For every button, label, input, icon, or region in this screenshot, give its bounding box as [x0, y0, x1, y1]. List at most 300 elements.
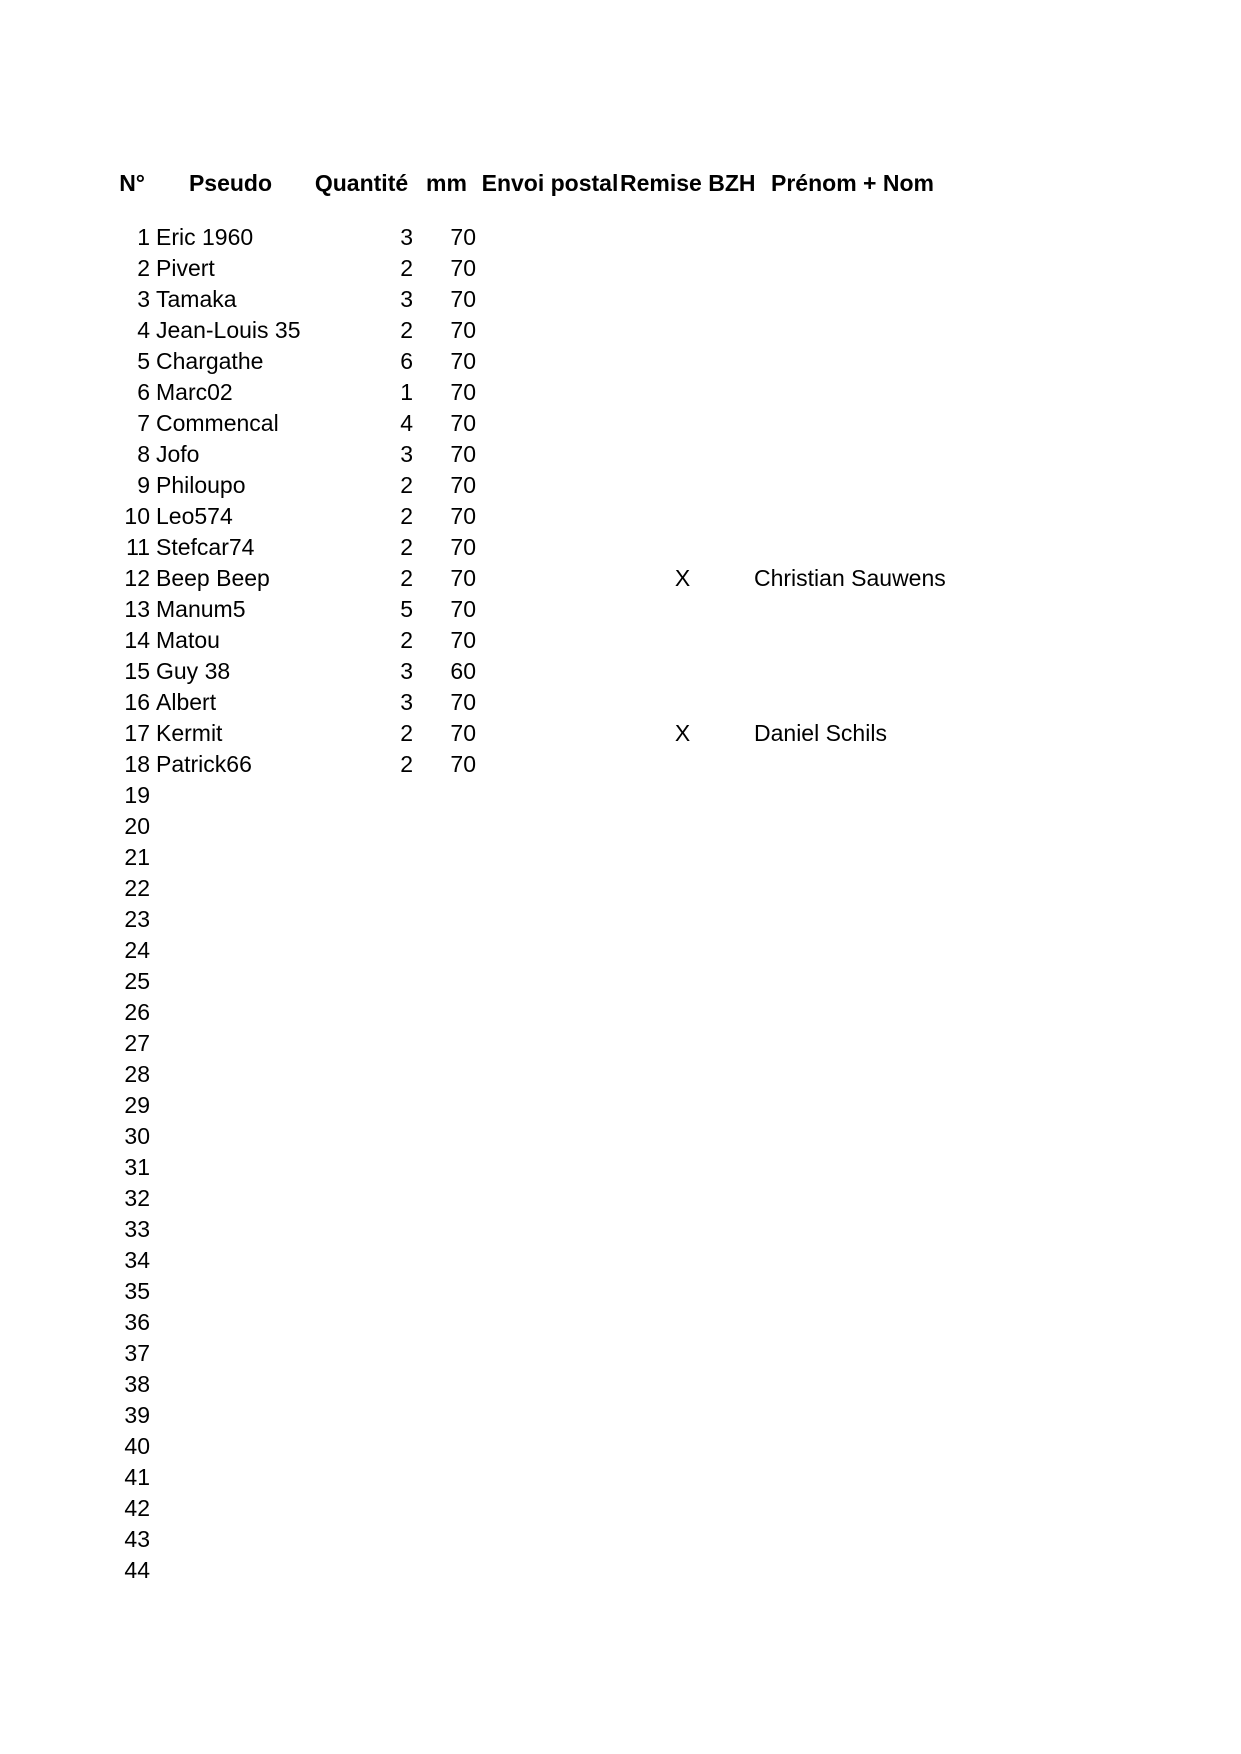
header-no: N° [119, 170, 145, 196]
cell-remise-bzh [620, 1493, 745, 1524]
cell-remise-bzh [620, 842, 745, 873]
cell-mm [413, 1400, 480, 1431]
cell-no: 25 [124, 968, 150, 994]
cell-envoi-postal [480, 780, 620, 811]
cell-no: 12 [124, 565, 150, 591]
cell-quantite [310, 873, 413, 904]
cell-quantite [310, 1307, 413, 1338]
cell-quantite [310, 1090, 413, 1121]
cell-prenom-nom [745, 904, 960, 935]
cell-quantite [310, 842, 413, 873]
cell-envoi-postal [480, 718, 620, 749]
table-row [0, 997, 960, 1028]
cell-prenom-nom [745, 1524, 960, 1555]
cell-quantite [310, 1555, 413, 1586]
cell-quantite: 2 [400, 255, 413, 281]
table-row [0, 315, 960, 346]
table-row [0, 1400, 960, 1431]
cell-quantite: 6 [400, 348, 413, 374]
cell-no: 4 [137, 317, 150, 343]
cell-remise-bzh [620, 470, 745, 501]
cell-no: 3 [137, 286, 150, 312]
cell-prenom-nom [745, 997, 960, 1028]
cell-no: 5 [137, 348, 150, 374]
cell-mm: 70 [450, 379, 476, 405]
table-row [0, 1245, 960, 1276]
cell-prenom-nom [745, 1338, 960, 1369]
cell-pseudo [151, 935, 310, 966]
cell-quantite [310, 904, 413, 935]
cell-mm: 70 [450, 410, 476, 436]
cell-prenom-nom [745, 284, 960, 315]
cell-no: 2 [137, 255, 150, 281]
cell-pseudo: Manum5 [156, 596, 246, 622]
table-row [0, 470, 960, 501]
cell-quantite [310, 1121, 413, 1152]
cell-quantite: 3 [400, 286, 413, 312]
cell-quantite: 2 [400, 720, 413, 746]
cell-envoi-postal [480, 501, 620, 532]
cell-mm [413, 966, 480, 997]
cell-mm: 70 [450, 720, 476, 746]
table-row [0, 1524, 960, 1555]
cell-quantite [310, 966, 413, 997]
table-row [0, 935, 960, 966]
cell-pseudo [151, 1555, 310, 1586]
cell-pseudo [151, 1338, 310, 1369]
cell-no: 40 [124, 1433, 150, 1459]
cell-pseudo [151, 1276, 310, 1307]
cell-quantite [310, 1400, 413, 1431]
cell-pseudo: Jean-Louis 35 [156, 317, 301, 343]
cell-quantite: 2 [400, 503, 413, 529]
cell-envoi-postal [480, 1555, 620, 1586]
cell-mm [413, 811, 480, 842]
cell-no: 27 [124, 1030, 150, 1056]
header-prenom-nom: Prénom + Nom [771, 170, 934, 196]
table-row [0, 1152, 960, 1183]
cell-remise-bzh [620, 1462, 745, 1493]
cell-remise-bzh [620, 594, 745, 625]
cell-quantite [310, 1431, 413, 1462]
cell-mm [413, 1307, 480, 1338]
table-row [0, 222, 960, 253]
cell-pseudo: Pivert [156, 255, 215, 281]
cell-mm: 70 [450, 441, 476, 467]
cell-mm: 70 [450, 627, 476, 653]
table-row [0, 1059, 960, 1090]
header-mm: mm [426, 170, 467, 196]
cell-envoi-postal [480, 470, 620, 501]
cell-remise-bzh [620, 966, 745, 997]
table-row [0, 966, 960, 997]
cell-mm [413, 873, 480, 904]
cell-envoi-postal [480, 377, 620, 408]
cell-quantite [310, 1276, 413, 1307]
cell-remise-bzh [620, 501, 745, 532]
cell-quantite [310, 1338, 413, 1369]
cell-remise-bzh [620, 935, 745, 966]
table-row [0, 1493, 960, 1524]
cell-quantite: 3 [400, 658, 413, 684]
cell-prenom-nom [745, 501, 960, 532]
cell-prenom-nom [745, 1431, 960, 1462]
cell-no: 14 [124, 627, 150, 653]
table-row [0, 1276, 960, 1307]
cell-no: 36 [124, 1309, 150, 1335]
cell-quantite [310, 780, 413, 811]
cell-envoi-postal [480, 1183, 620, 1214]
cell-prenom-nom [745, 1245, 960, 1276]
table-row [0, 780, 960, 811]
cell-mm [413, 1028, 480, 1059]
cell-remise-bzh [620, 222, 745, 253]
cell-envoi-postal [480, 1431, 620, 1462]
cell-envoi-postal [480, 408, 620, 439]
cell-no: 37 [124, 1340, 150, 1366]
cell-pseudo [151, 904, 310, 935]
table-row [0, 1183, 960, 1214]
table-row [0, 532, 960, 563]
cell-pseudo [151, 1028, 310, 1059]
cell-envoi-postal [480, 439, 620, 470]
cell-pseudo [151, 1090, 310, 1121]
cell-quantite [310, 1152, 413, 1183]
cell-mm [413, 1245, 480, 1276]
cell-mm: 70 [450, 689, 476, 715]
cell-remise-bzh [620, 377, 745, 408]
cell-pseudo [151, 1431, 310, 1462]
cell-remise-bzh: X [674, 720, 691, 746]
cell-pseudo [151, 1245, 310, 1276]
table-row [0, 1431, 960, 1462]
cell-prenom-nom [745, 811, 960, 842]
cell-envoi-postal [480, 1090, 620, 1121]
cell-envoi-postal [480, 1121, 620, 1152]
cell-remise-bzh [620, 656, 745, 687]
cell-remise-bzh [620, 873, 745, 904]
cell-remise-bzh [620, 1400, 745, 1431]
cell-pseudo [151, 1214, 310, 1245]
cell-remise-bzh [620, 687, 745, 718]
cell-no: 8 [137, 441, 150, 467]
cell-quantite: 3 [400, 689, 413, 715]
table-row [0, 439, 960, 470]
cell-envoi-postal [480, 1400, 620, 1431]
cell-envoi-postal [480, 315, 620, 346]
cell-mm: 70 [450, 224, 476, 250]
cell-pseudo [151, 1152, 310, 1183]
cell-envoi-postal [480, 1059, 620, 1090]
cell-prenom-nom [745, 408, 960, 439]
table-row [0, 1307, 960, 1338]
table-row [0, 749, 960, 780]
cell-prenom-nom [745, 470, 960, 501]
table-row [0, 656, 960, 687]
cell-pseudo [151, 811, 310, 842]
cell-remise-bzh [620, 439, 745, 470]
cell-pseudo: Eric 1960 [156, 224, 254, 250]
cell-prenom-nom [745, 1555, 960, 1586]
cell-mm [413, 1214, 480, 1245]
cell-quantite [310, 1214, 413, 1245]
cell-envoi-postal [480, 532, 620, 563]
cell-quantite: 4 [400, 410, 413, 436]
cell-mm [413, 997, 480, 1028]
cell-envoi-postal [480, 1028, 620, 1059]
table-row [0, 346, 960, 377]
cell-pseudo [151, 1369, 310, 1400]
cell-mm: 70 [450, 472, 476, 498]
cell-envoi-postal [480, 656, 620, 687]
cell-envoi-postal [480, 1338, 620, 1369]
cell-remise-bzh [620, 1431, 745, 1462]
cell-envoi-postal [480, 1152, 620, 1183]
cell-quantite [310, 1462, 413, 1493]
cell-pseudo [151, 1400, 310, 1431]
cell-envoi-postal [480, 811, 620, 842]
cell-quantite: 3 [400, 441, 413, 467]
cell-pseudo: Philoupo [156, 472, 246, 498]
cell-pseudo: Commencal [156, 410, 279, 436]
cell-remise-bzh [620, 532, 745, 563]
cell-prenom-nom [745, 935, 960, 966]
cell-no: 44 [124, 1557, 150, 1583]
cell-no: 16 [124, 689, 150, 715]
cell-pseudo [151, 1121, 310, 1152]
cell-envoi-postal [480, 749, 620, 780]
cell-pseudo [151, 780, 310, 811]
table-row [0, 842, 960, 873]
cell-mm [413, 1431, 480, 1462]
cell-mm: 70 [450, 596, 476, 622]
cell-remise-bzh: X [674, 565, 691, 591]
cell-envoi-postal [480, 1493, 620, 1524]
cell-no: 22 [124, 875, 150, 901]
cell-prenom-nom [745, 346, 960, 377]
cell-mm: 70 [450, 565, 476, 591]
cell-quantite [310, 1028, 413, 1059]
cell-mm [413, 842, 480, 873]
cell-remise-bzh [620, 1307, 745, 1338]
cell-remise-bzh [620, 780, 745, 811]
cell-remise-bzh [620, 1028, 745, 1059]
cell-mm: 70 [450, 255, 476, 281]
cell-quantite: 2 [400, 472, 413, 498]
header-remise-bzh: Remise BZH [620, 170, 756, 196]
cell-remise-bzh [620, 1555, 745, 1586]
cell-mm [413, 1090, 480, 1121]
cell-mm [413, 1121, 480, 1152]
cell-prenom-nom [745, 780, 960, 811]
cell-no: 1 [137, 224, 150, 250]
cell-no: 34 [124, 1247, 150, 1273]
cell-mm [413, 1462, 480, 1493]
cell-envoi-postal [480, 1276, 620, 1307]
table-row [0, 253, 960, 284]
cell-no: 9 [137, 472, 150, 498]
cell-mm [413, 1369, 480, 1400]
cell-pseudo: Tamaka [156, 286, 237, 312]
cell-envoi-postal [480, 966, 620, 997]
cell-prenom-nom [745, 625, 960, 656]
cell-no: 31 [124, 1154, 150, 1180]
cell-prenom-nom [745, 1276, 960, 1307]
cell-no: 29 [124, 1092, 150, 1118]
cell-pseudo [151, 1493, 310, 1524]
cell-quantite [310, 1183, 413, 1214]
cell-envoi-postal [480, 904, 620, 935]
cell-prenom-nom: Christian Sauwens [754, 565, 946, 591]
cell-prenom-nom [745, 594, 960, 625]
cell-mm: 70 [450, 317, 476, 343]
cell-no: 42 [124, 1495, 150, 1521]
cell-remise-bzh [620, 1152, 745, 1183]
cell-remise-bzh [620, 1059, 745, 1090]
table-header-row [0, 168, 960, 199]
cell-no: 18 [124, 751, 150, 777]
cell-remise-bzh [620, 625, 745, 656]
table-row [0, 284, 960, 315]
table-row [0, 718, 960, 749]
cell-pseudo [151, 1059, 310, 1090]
cell-prenom-nom [745, 1493, 960, 1524]
cell-quantite [310, 997, 413, 1028]
cell-remise-bzh [620, 1524, 745, 1555]
cell-remise-bzh [620, 811, 745, 842]
cell-no: 33 [124, 1216, 150, 1242]
table-row [0, 904, 960, 935]
cell-envoi-postal [480, 222, 620, 253]
cell-remise-bzh [620, 408, 745, 439]
cell-no: 39 [124, 1402, 150, 1428]
cell-prenom-nom [745, 1307, 960, 1338]
cell-no: 6 [137, 379, 150, 405]
cell-pseudo [151, 1307, 310, 1338]
cell-prenom-nom [745, 1121, 960, 1152]
cell-remise-bzh [620, 1214, 745, 1245]
cell-no: 43 [124, 1526, 150, 1552]
table-row [0, 1462, 960, 1493]
cell-mm: 70 [450, 534, 476, 560]
cell-no: 11 [126, 534, 150, 560]
cell-prenom-nom [745, 1152, 960, 1183]
cell-remise-bzh [620, 1121, 745, 1152]
cell-quantite [310, 1245, 413, 1276]
table-row [0, 1338, 960, 1369]
cell-envoi-postal [480, 1524, 620, 1555]
table-row [0, 687, 960, 718]
cell-prenom-nom [745, 1400, 960, 1431]
header-quantite: Quantité [314, 170, 409, 196]
cell-prenom-nom [745, 1028, 960, 1059]
cell-pseudo: Kermit [156, 720, 223, 746]
cell-prenom-nom: Daniel Schils [754, 720, 887, 746]
cell-quantite [310, 811, 413, 842]
cell-remise-bzh [620, 997, 745, 1028]
cell-no: 15 [124, 658, 150, 684]
cell-pseudo [151, 873, 310, 904]
cell-mm [413, 1524, 480, 1555]
cell-envoi-postal [480, 594, 620, 625]
cell-no: 13 [124, 596, 150, 622]
cell-quantite [310, 1493, 413, 1524]
cell-quantite: 2 [400, 534, 413, 560]
cell-pseudo: Jofo [156, 441, 200, 467]
cell-quantite [310, 1369, 413, 1400]
cell-envoi-postal [480, 253, 620, 284]
cell-no: 30 [124, 1123, 150, 1149]
cell-quantite [310, 935, 413, 966]
cell-mm: 70 [450, 348, 476, 374]
cell-pseudo [151, 997, 310, 1028]
cell-remise-bzh [620, 1090, 745, 1121]
cell-quantite: 5 [400, 596, 413, 622]
cell-no: 41 [124, 1464, 150, 1490]
table-row [0, 1090, 960, 1121]
cell-no: 28 [124, 1061, 150, 1087]
cell-pseudo: Matou [156, 627, 220, 653]
header-pseudo: Pseudo [188, 170, 273, 196]
table-row [0, 1369, 960, 1400]
cell-prenom-nom [745, 966, 960, 997]
cell-prenom-nom [745, 1369, 960, 1400]
cell-no: 23 [124, 906, 150, 932]
cell-mm: 70 [450, 286, 476, 312]
cell-envoi-postal [480, 1369, 620, 1400]
table-row [0, 1555, 960, 1586]
table-row [0, 811, 960, 842]
cell-prenom-nom [745, 873, 960, 904]
cell-remise-bzh [620, 749, 745, 780]
cell-quantite: 2 [400, 627, 413, 653]
cell-pseudo [151, 1462, 310, 1493]
cell-no: 21 [124, 844, 150, 870]
cell-mm [413, 935, 480, 966]
cell-prenom-nom [745, 253, 960, 284]
cell-quantite [310, 1524, 413, 1555]
cell-remise-bzh [620, 904, 745, 935]
cell-no: 38 [124, 1371, 150, 1397]
table-row [0, 1028, 960, 1059]
cell-quantite: 3 [400, 224, 413, 250]
cell-prenom-nom [745, 439, 960, 470]
cell-mm [413, 904, 480, 935]
table-row [0, 594, 960, 625]
cell-mm [413, 1493, 480, 1524]
cell-pseudo: Marc02 [156, 379, 233, 405]
cell-envoi-postal [480, 1307, 620, 1338]
cell-mm [413, 780, 480, 811]
cell-no: 7 [137, 410, 150, 436]
cell-envoi-postal [480, 1214, 620, 1245]
cell-prenom-nom [745, 315, 960, 346]
cell-prenom-nom [745, 842, 960, 873]
cell-prenom-nom [745, 377, 960, 408]
cell-prenom-nom [745, 1090, 960, 1121]
cell-prenom-nom [745, 656, 960, 687]
cell-envoi-postal [480, 284, 620, 315]
cell-no: 10 [124, 503, 150, 529]
cell-prenom-nom [745, 222, 960, 253]
cell-no: 20 [124, 813, 150, 839]
table-row [0, 625, 960, 656]
cell-envoi-postal [480, 935, 620, 966]
cell-quantite: 2 [400, 565, 413, 591]
cell-mm [413, 1152, 480, 1183]
cell-prenom-nom [745, 532, 960, 563]
table-row [0, 1121, 960, 1152]
